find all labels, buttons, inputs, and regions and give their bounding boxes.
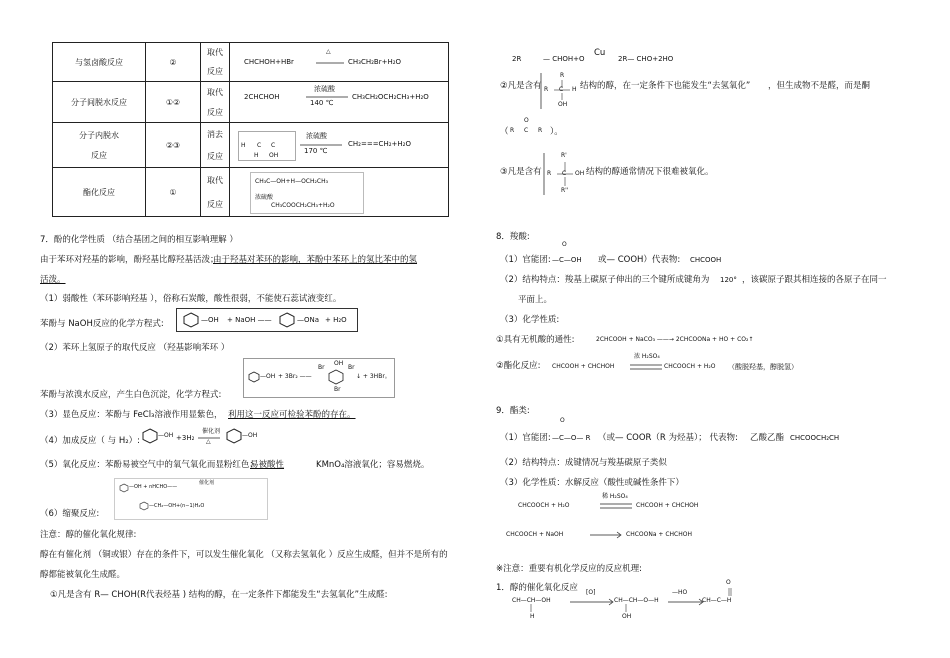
- s8-2a: （2）结构特点：羧基上碳原子伸出的三个键所成键角为: [500, 275, 710, 285]
- s9-eq1-right: CHCOOH + CHCHOH: [636, 502, 699, 509]
- intro-text-a: 由于苯环对羟基的影响，酚羟基比醇羟基活泼；: [40, 255, 219, 265]
- reaction-equation: CHCHOH+HBr △ CH₃CH₂Br+H₂O: [230, 43, 449, 82]
- bromination-equation: —OH + 3Br₂ —— OH Br Br Br ↓ + 3HBr。: [243, 358, 395, 398]
- s8-3b: ②酯化反应:: [496, 361, 541, 371]
- rule-2c: ，但生成物不是醛，而是酮: [768, 81, 871, 91]
- note-1: 注意：醇的催化氧化规律:: [40, 530, 137, 540]
- property-3a: （3）显色反应：苯酚与 FeCl₃溶液作用显紫色，: [40, 410, 223, 420]
- oxidation-eq-d: 2R— CHO+2HO: [618, 55, 674, 63]
- bond-number: ②③: [146, 123, 201, 168]
- s9-eq2-left: CHCOOCH + NaOH: [506, 531, 564, 538]
- reaction-name: 与氢卤酸反应: [53, 43, 146, 82]
- property-5c: KMnO₄溶液氧化；容易燃烧。: [316, 460, 430, 470]
- reaction-type: 取代 反应: [201, 82, 230, 123]
- s8-3b-eq-right: CHCOOCH + H₂O: [664, 363, 716, 370]
- benzene-ring-icon: [139, 501, 149, 511]
- hydrogenation-equation: —OH +3H₂ 催化剂 △ —OH: [140, 425, 264, 447]
- property-5b: 易被酸性: [250, 460, 285, 470]
- s8-3b-note: （酸脱羟基，醇脱氢）: [728, 363, 798, 371]
- benzene-ring-icon: [279, 312, 295, 328]
- bond-number: ①②: [146, 82, 201, 123]
- bond-number: ①: [146, 168, 201, 217]
- benzene-ring-icon: [142, 428, 158, 444]
- s8-3a-equation: 2CHCOOH + NaCO₃ ——→ 2CHCOONa + HO + CO₂↑: [596, 336, 754, 343]
- s8-1c: 或— COOH）代表物:: [598, 255, 681, 265]
- s9-eq1-left: CHCOOCH + H₂O: [518, 502, 570, 509]
- s8-2c: ，该碳原子跟其相连接的各原子在同一: [742, 275, 887, 285]
- ketone-structure: R C R O: [510, 117, 543, 134]
- s9-2: （2）结构特点：成键情况与羧基碳原子类似: [500, 458, 667, 468]
- reaction-name: 分子内脱水 反应: [53, 123, 146, 168]
- rule-2a: ②凡是含有: [500, 81, 542, 91]
- reaction-table: [52, 42, 449, 217]
- intro-text-c: 活泼。: [40, 275, 66, 285]
- catalyst-cu: Cu: [594, 48, 606, 58]
- s8-3b-eq-left: CHCOOH + CHCHOH: [552, 363, 615, 370]
- note-3: 醇都能被氧化生成醛。: [40, 570, 126, 580]
- s9-eq2-right: CHCOONa + CHCHOH: [626, 531, 692, 538]
- bond-number: ②: [146, 43, 201, 82]
- s8-2d: 平面上。: [518, 295, 553, 305]
- property-6: （6）缩聚反应:: [40, 509, 100, 519]
- benzene-ring-icon: [248, 371, 260, 383]
- s9-1c: （或— COOR（R 为烃基）； 代表物:: [598, 433, 738, 443]
- s8-1d: CHCOOH: [690, 256, 722, 264]
- reaction-type: 取代 反应: [201, 168, 230, 217]
- bromination-label: 苯酚与浓溴水反应，产生白色沉淀，化学方程式:: [40, 390, 222, 400]
- property-4: （4）加成反应（ 与 H₂）:: [40, 436, 140, 446]
- s8-1a: （1）官能团:: [500, 255, 551, 265]
- reaction-type: 消去 反应: [201, 123, 230, 168]
- property-1: （1）弱酸性（苯环影响羟基 ），俗称石炭酸，酸性很弱，不能使石蕊试液变红。: [40, 294, 342, 304]
- rule-2d: （: [500, 127, 509, 137]
- note-4: ①凡是含有 R— CHOH(R代表烃基 ) 结构的醇，在一定条件下都能发生“去氢氧化”生成醛:: [50, 590, 388, 600]
- ethanol-structure: H C C H OH: [238, 131, 296, 161]
- s9-1e: CHCOOCH₂CH: [790, 434, 840, 442]
- rule-3b: 结构的醇通常情况下很难被氧化。: [586, 167, 714, 177]
- s8-1b: —C—OH: [552, 256, 582, 264]
- s9-1a: （1）官能团:: [500, 433, 551, 443]
- note-2: 醇在有催化剂 （铜或银）存在的条件下，可以发生催化氧化 （又称去氢氧化 ）反应生成醛，但并不是所有的: [40, 550, 448, 560]
- phenol-naoh-equation: —OH + NaOH —— —ONa + H₂O: [176, 308, 358, 332]
- table-row: [53, 123, 449, 168]
- section-7-title: 7．酚的化学性质 （结合基团之间的相互影响理解 ）: [40, 235, 238, 245]
- table-row: [53, 168, 449, 217]
- table-row: [53, 82, 449, 123]
- rule-2b: 结构的醇，在一定条件下也能发生“去氢氧化”: [580, 81, 751, 91]
- s8-3b-condition: 浓 H₂SO₄: [634, 353, 660, 360]
- table-row: [53, 43, 449, 82]
- secondary-alcohol-structure: R R C H OH: [544, 72, 577, 108]
- ester-carbonyl-o: O: [560, 417, 565, 424]
- esterification-image: CH₃C—OH+H—OCH₂CH₃ 浓硫酸 CH₃COOCH₂CH₃+H₂O: [250, 172, 364, 214]
- s9-1b: —C—O— R: [552, 434, 591, 442]
- section-9-title: 9．酯类:: [496, 406, 530, 416]
- rule-3a: ③凡是含有: [500, 167, 542, 177]
- cyclohexane-ring-icon: [226, 428, 242, 444]
- carbonyl-o: O: [562, 241, 567, 248]
- phenol-naoh-label: 苯酚与 NaOH反应的化学方程式:: [40, 319, 164, 329]
- tertiary-alcohol-structure: R' R C OH R'': [547, 152, 585, 194]
- reaction-equation: H C C H OH 浓硫酸 170 ℃ CH₂===CH₂+H₂O: [230, 123, 449, 168]
- polycondensation-equation: —OH + nHCHO—— 催化剂 —CH₂—OH+(n−1)H₂O: [114, 478, 268, 520]
- reaction-type: 取代 反应: [201, 43, 230, 82]
- benzene-ring-icon: [328, 369, 344, 385]
- s8-3: （3）化学性质:: [500, 315, 560, 325]
- s8-2b: 120°: [720, 276, 737, 284]
- alcohol-oxidation-mechanism: CH—CH—OH H [O] CH—CH—O—H OH —HO CH—C—H O: [512, 579, 732, 620]
- intro-text-b: 由于羟基对苯环的影响，苯酚中苯环上的氢比苯中的氢: [213, 255, 418, 265]
- mechanism-note: ※注意：重要有机化学反应的反应机理:: [496, 564, 642, 574]
- s8-3a: ①具有无机酸的通性:: [496, 335, 575, 345]
- s9-eq1-condition: 稀 H₂SO₄: [602, 493, 628, 500]
- s9-1d: 乙酸乙酯: [750, 433, 785, 443]
- property-5a: （5）氧化反应：苯酚易被空气中的氧气氧化而显粉红色；: [40, 460, 258, 470]
- oxidation-eq-a: 2R: [512, 55, 522, 63]
- reaction-equation: 2CHCHOH 浓硫酸 140 ℃ CH₃CH₂OCH₂CH₃+H₂O: [230, 82, 449, 123]
- oxidation-eq-b: — CHOH+O: [543, 55, 585, 63]
- s9-3: （3）化学性质：水解反应（酸性或碱性条件下）: [500, 478, 684, 488]
- reaction-name: 分子间脱水反应: [53, 82, 146, 123]
- benzene-ring-icon: [119, 483, 129, 493]
- property-3b: 利用这一反应可检验苯酚的存在。: [228, 410, 356, 420]
- rule-2e: ）。: [550, 127, 563, 137]
- section-8-title: 8．羧酸:: [496, 232, 530, 242]
- property-2: （2）苯环上氢原子的取代反应 （羟基影响苯环 ）: [40, 343, 230, 353]
- benzene-ring-icon: [183, 312, 199, 328]
- mechanism-1-title: 1．醇的催化氧化反应: [496, 583, 578, 593]
- reaction-name: 酯化反应: [53, 168, 146, 217]
- reaction-equation: [230, 168, 449, 217]
